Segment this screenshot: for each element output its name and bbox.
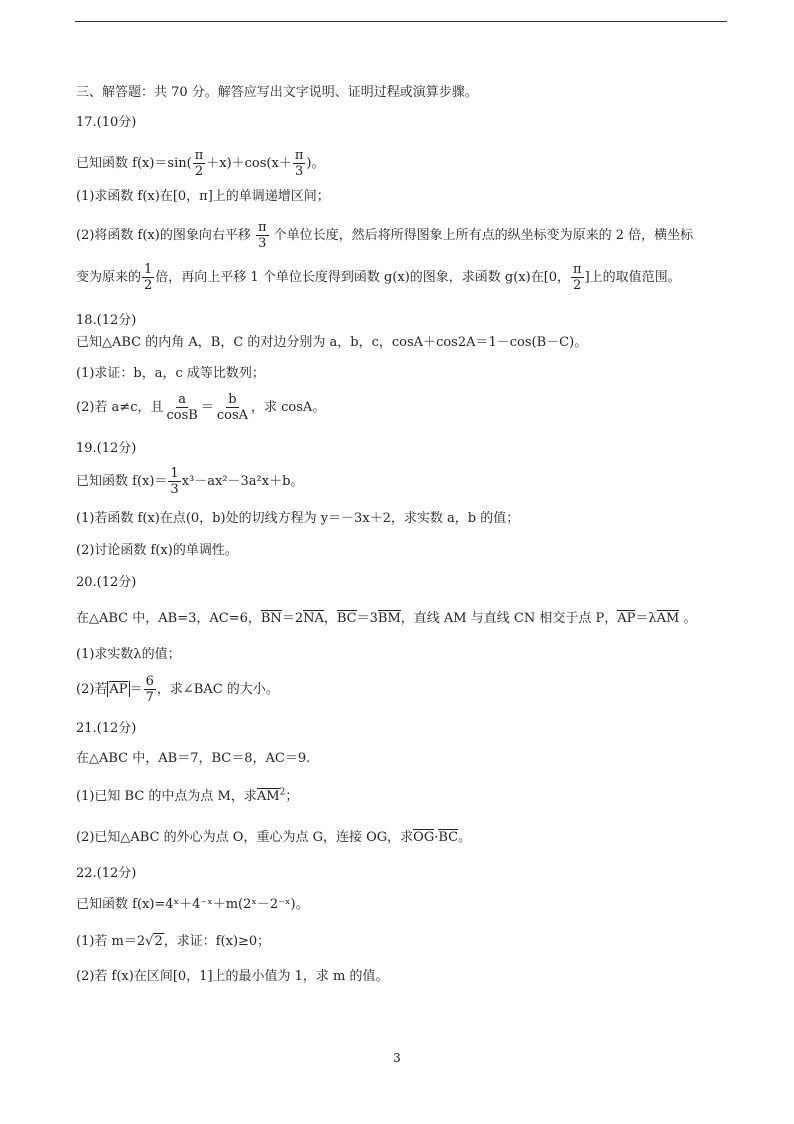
vector-NA: NA (303, 611, 324, 626)
q18-part1: (1)求证：b，a，c 成等比数列； (76, 366, 265, 381)
q20-part2: (2)若 AP ＝ $\frac{6}{7}$ ，求∠BAC 的大小。 (76, 674, 279, 705)
q22-part2: (2)若 f(x)在区间[0，1]上的最小值为 1，求 m 的值。 (76, 969, 389, 984)
q20-stem: 在△ABC 中，AB=3，AC=6，BN＝2NA，BC＝3BM，直线 AM 与直线 CN 相交于点 P，AP＝λAM 。 (76, 611, 697, 626)
vector-BC: BC (438, 830, 459, 845)
q20-part1: (1)求实数λ的值； (76, 647, 181, 662)
q17-part1: (1)求函数 f(x)在[0，π]上的单调递增区间； (76, 189, 330, 204)
q22-part1: (1)若 m＝2√2，求证：f(x)≥0； (76, 934, 271, 949)
q18-number: 18.(12分) (76, 313, 137, 328)
fraction-pi-over-2: $\frac{\pi}{2}$ (573, 262, 582, 293)
sqrt-two: √2 (145, 934, 163, 949)
q17-stem: 已知函数 f(x)＝sin( $\frac{\pi}{2}$ ＋x)＋cos(x＋ $\frac{\pi}{3}$ )。 (76, 148, 325, 179)
vector-OG: OG (413, 830, 435, 845)
q19-part1: (1)若函数 f(x)在点(0，b)处的切线方程为 y＝－3x＋2，求实数 a，b 的值； (76, 511, 520, 526)
fraction-one-half: $\frac{1}{2}$ (144, 262, 153, 293)
abs-vector-AP: AP (109, 682, 128, 697)
vector-BN: BN (260, 611, 282, 626)
vector-AM: AM (656, 611, 680, 626)
q21-part2: (2)已知△ABC 的外心为点 O，重心为点 G，连接 OG，求OG·BC。 (76, 830, 472, 845)
q21-number: 21.(12分) (76, 721, 137, 736)
vector-BC: BC (336, 611, 357, 626)
page-number: 3 (393, 1051, 401, 1065)
fraction-pi-over-3: $\frac{\pi}{3}$ (294, 148, 304, 179)
q22-number: 22.(12分) (76, 866, 137, 881)
q19-number: 19.(12分) (76, 441, 137, 456)
q19-stem: 已知函数 f(x)＝ $\frac{1}{3}$ x³－ax²－3a²x＋b。 (76, 466, 304, 497)
vector-AM: AM (256, 789, 280, 804)
q20-number: 20.(12分) (76, 575, 137, 590)
top-rule (75, 21, 727, 22)
fraction-pi-over-3: $\frac{\pi}{3}$ (257, 220, 267, 251)
q18-stem: 已知△ABC 的内角 A，B，C 的对边分别为 a，b，c，cosA＋cos2A＝1－cos(B－C)。 (76, 335, 588, 350)
section-heading: 三、解答题：共 70 分。解答应写出文字说明、证明过程或演算步骤。 (76, 85, 478, 100)
q17-number: 17.(10分) (76, 115, 137, 130)
fraction-one-third: $\frac{1}{3}$ (170, 466, 179, 497)
q22-stem: 已知函数 f(x)=4ˣ＋4⁻ˣ＋m(2ˣ－2⁻ˣ)。 (76, 897, 309, 912)
q18-part2: (2)若 a≠c，且 $\frac{a}{\cos B}$ ＝ $\frac{b}{\cos A}$ ，求 cosA。 (76, 392, 326, 423)
q21-stem: 在△ABC 中，AB＝7，BC＝8，AC＝9. (76, 751, 311, 766)
vector-AP: AP (617, 611, 636, 626)
fraction-b-over-cosA: $\frac{b}{\cos A}$ (216, 392, 249, 423)
fraction-pi-over-2: $\frac{\pi}{2}$ (194, 148, 204, 179)
q17-part2-line1: (2)将函数 f(x)的图象向右平移 $\frac{\pi}{3}$ 个单位长度，然后将所得图象上所有点的纵坐标变为原来的 2 倍，横坐标 (76, 220, 694, 251)
q19-part2: (2)讨论函数 f(x)的单调性。 (76, 543, 238, 558)
vector-BM: BM (377, 611, 401, 626)
q17-part2-line2: 变为原来的 $\frac{1}{2}$ 倍，再向上平移 1 个单位长度得到函数 g(x)的图象，求函数 g(x)在[0， $\frac{\pi}{2}$ ]上的取值范围。 (76, 262, 681, 293)
fraction-six-sevenths: $\frac{6}{7}$ (145, 674, 154, 705)
q21-part1: (1)已知 BC 的中点为点 M，求$AM^2$； (76, 787, 299, 804)
fraction-a-over-cosB: $\frac{a}{\cos B}$ (166, 392, 198, 423)
